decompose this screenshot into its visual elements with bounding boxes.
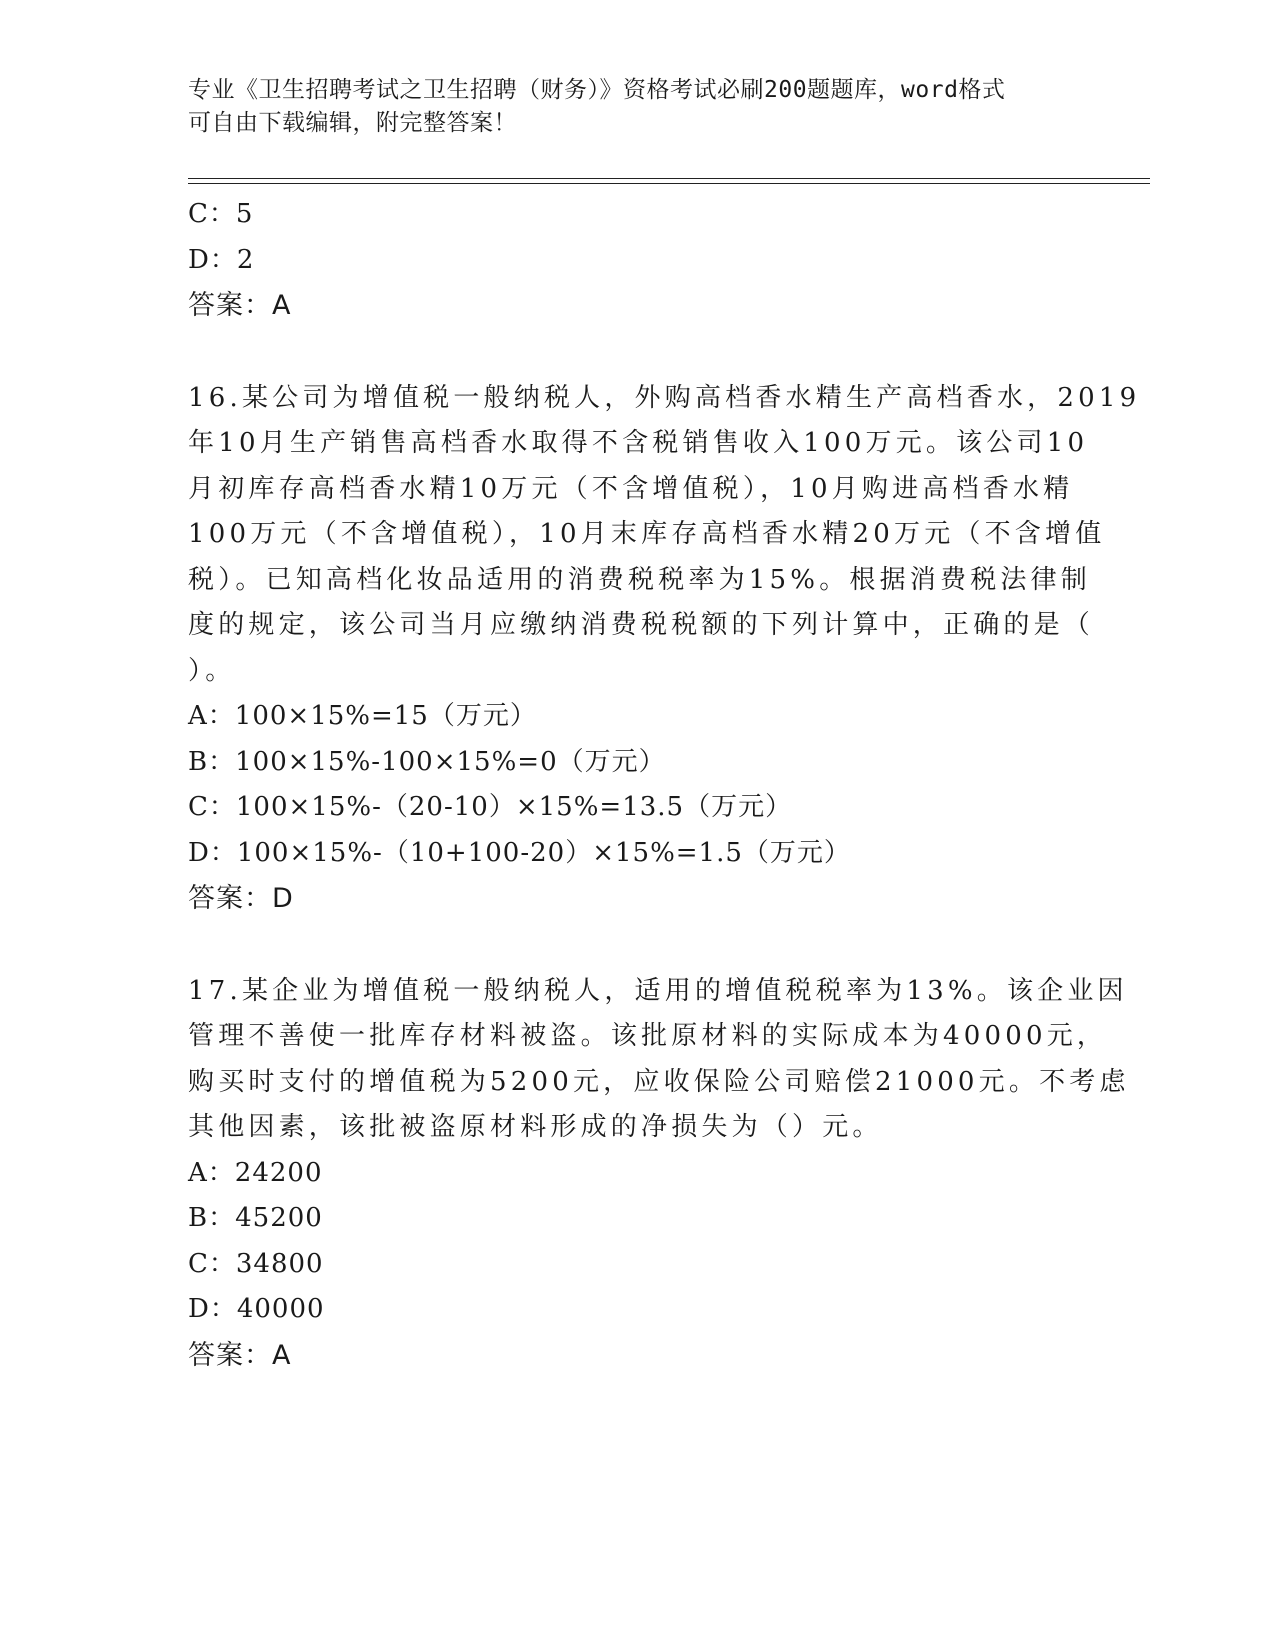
header-title-line-2: 可自由下载编辑，附完整答案！ [188, 110, 517, 136]
header-divider [188, 178, 1150, 184]
question-stem-line: 购买时支付的增值税为5200元，应收保险公司赔偿21000元。不考虑 [188, 1066, 1130, 1097]
answer-line: 答案：A [188, 1339, 292, 1371]
option-a: A：24200 [188, 1157, 323, 1188]
answer-line: 答案：A [188, 290, 292, 321]
option-b: B：45200 [188, 1203, 323, 1233]
question-16 [188, 376, 1141, 922]
option-c: C：100×15%-（20-10）×15%=13.5（万元） [188, 792, 793, 822]
option-b: B：100×15%-100×15%=0（万元） [188, 746, 666, 777]
question-stem-line: 月初库存高档香水精10万元（不含增值税），10月购进高档香水精 [188, 473, 1074, 504]
previous-question-tail [188, 192, 1088, 329]
question-stem-line: 管理不善使一批库存材料被盗。该批原材料的实际成本为40000元， [188, 1021, 1108, 1051]
question-stem-line: 16.某公司为增值税一般纳税人，外购高档香水精生产高档香水，2019 [188, 382, 1141, 413]
question-stem-line: 17.某企业为增值税一般纳税人，适用的增值税税率为13%。该企业因 [188, 975, 1128, 1006]
option-c: C：5 [188, 199, 254, 229]
question-stem-line: 年10月生产销售高档香水取得不含税销售收入100万元。该公司10 [188, 428, 1089, 458]
question-stem-line: 度的规定，该公司当月应缴纳消费税税额的下列计算中，正确的是（ [188, 610, 1095, 640]
document-body [188, 192, 1141, 1378]
question-17 [188, 969, 1130, 1379]
question-stem-line: ）。 [188, 655, 236, 686]
page-header [188, 74, 1088, 140]
answer-line: 答案：D [188, 883, 294, 914]
option-d: D：100×15%-（10+100-20）×15%=1.5（万元） [188, 837, 851, 868]
option-d: D：40000 [188, 1294, 325, 1324]
question-stem-line: 税）。已知高档化妆品适用的消费税税率为15%。根据消费税法律制 [188, 564, 1091, 595]
header-title-line-1: 专业《卫生招聘考试之卫生招聘（财务）》资格考试必刷200题题库，word格式 [188, 77, 1006, 103]
question-stem-line: 100万元（不含增值税），10月末库存高档香水精20万元（不含增值 [188, 519, 1106, 549]
option-c: C：34800 [188, 1248, 324, 1279]
option-a: A：100×15%=15（万元） [188, 701, 537, 731]
option-d: D：2 [188, 244, 255, 275]
question-stem-line: 其他因素，该批被盗原材料形成的净损失为（）元。 [188, 1112, 883, 1142]
